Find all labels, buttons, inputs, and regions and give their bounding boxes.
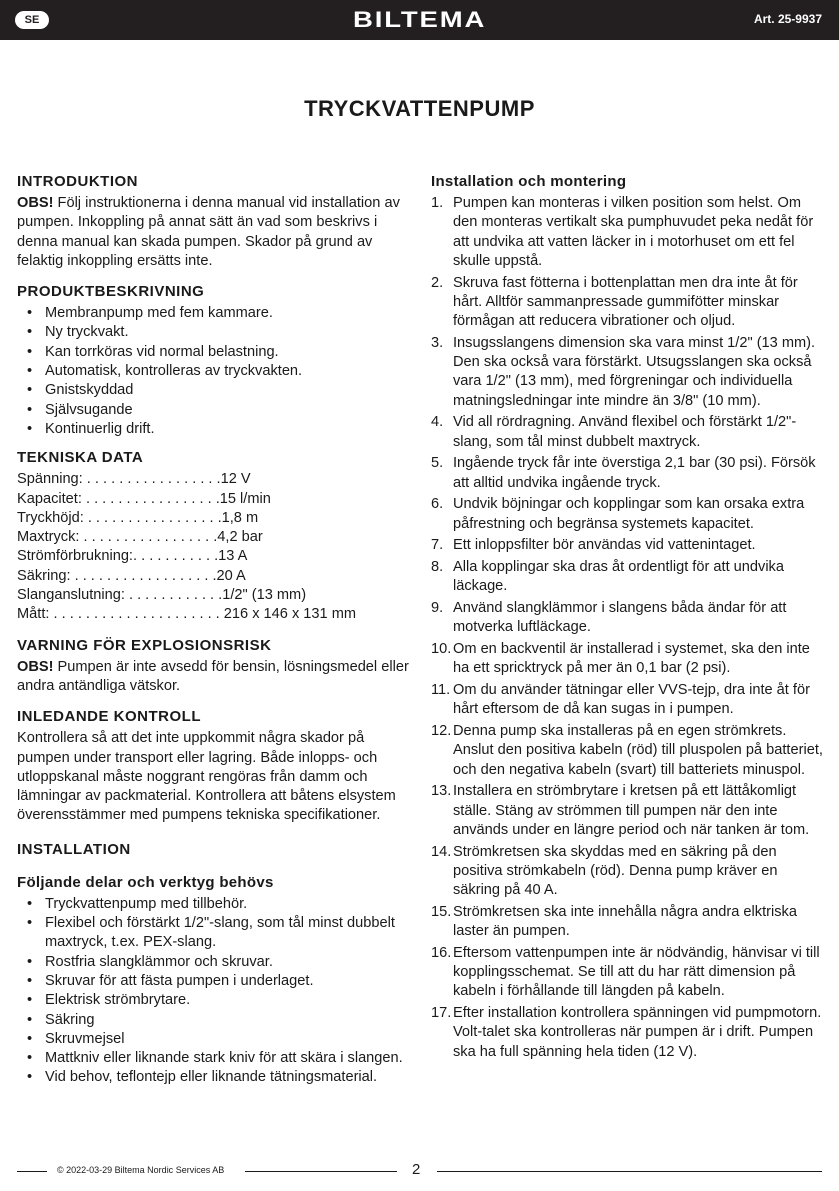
step-item <box>431 274 825 332</box>
footer-rule <box>17 1171 47 1172</box>
step-text: Strömkretsen ska inte innehålla några andra elktriska laster än pumpen. <box>453 903 797 940</box>
step-number: 16. <box>431 944 452 961</box>
step-text: Vid all rördragning. Använd flexibel och förstärkt 1/2"-slang, som tål minst dubbelt maxtryck. <box>453 414 797 450</box>
list-item <box>17 381 411 400</box>
list-item <box>17 1030 411 1049</box>
step-number: 15. <box>431 903 452 920</box>
spec-row: Mått: . . . . . . . . . . . . . . . . . . . . . 216 x 146 x 131 mm <box>17 606 357 623</box>
step-text: Om du använder tätningar eller VVS-tejp, dra inte åt för hårt eftersom de då kan sugas in i pumpen. <box>453 682 810 718</box>
footer-copyright: © 2022-03-29 Biltema Nordic Services AB <box>57 1165 225 1175</box>
obs-label: OBS! <box>17 195 54 211</box>
step-item <box>431 843 825 901</box>
warning-text: Pumpen är inte avsedd för bensin, lösningsmedel eller andra antändliga vätskor. <box>17 658 409 694</box>
step-text: Strömkretsen ska skyddas med en säkring på den positiva strömkabeln (röd). Denna pump kräver en säkring på 40 A. <box>453 843 778 899</box>
intro-paragraph <box>17 194 411 271</box>
obs-label: OBS! <box>17 658 54 675</box>
tech-heading: TEKNISKA DATA <box>17 449 144 467</box>
step-item <box>431 536 825 555</box>
page-header <box>0 0 839 40</box>
step-number: 1. <box>431 195 444 211</box>
list-item <box>17 914 411 953</box>
left-column <box>17 172 411 1097</box>
step-number: 12. <box>431 723 452 740</box>
step-item <box>431 599 825 638</box>
step-number: 5. <box>431 455 444 472</box>
step-text: Ett inloppsfilter bör användas vid vattenintaget. <box>453 537 756 554</box>
product-heading: PRODUKTBESKRIVNING <box>17 283 205 301</box>
bullet-icon: • <box>27 953 33 970</box>
list-item <box>17 420 411 439</box>
page-footer <box>17 1161 822 1180</box>
tech-data-list <box>17 470 411 624</box>
step-text: Efter installation kontrollera spänningen vid pumpmotorn. Volt-talet ska kontrolleras när pumpen är i drift. Pumpen ska ha full spänning hela tiden (12 V). <box>453 1005 822 1060</box>
list-item-text: Tryckvattenpump med tillbehör. <box>45 895 248 912</box>
bullet-icon: • <box>27 401 33 418</box>
list-item <box>17 323 411 342</box>
warning-heading: VARNING FÖR EXPLOSIONSRISK <box>17 636 272 654</box>
step-number: 6. <box>431 496 444 513</box>
list-item <box>17 343 411 362</box>
step-text: Installera en strömbrytare i kretsen på ett lättåkomligt ställe. Stäng av strömmen till pumpen när den inte används under en längre period och när tanken är tom. <box>453 783 810 838</box>
right-column <box>431 172 825 1064</box>
list-item <box>17 401 411 420</box>
step-item <box>431 495 825 534</box>
tools-list <box>17 895 411 1088</box>
bullet-icon: • <box>27 382 33 399</box>
spec-row: Maxtryck: . . . . . . . . . . . . . . . . .4,2 bar <box>17 529 263 546</box>
product-list <box>17 304 411 439</box>
step-number: 14. <box>431 843 452 860</box>
step-number: 3. <box>431 334 444 351</box>
step-text: Undvik böjningar och kopplingar som kan orsaka extra påfrestning och begränsa systemets kapacitet. <box>453 496 805 532</box>
spec-row: Slanganslutning: . . . . . . . . . . . .1/2" (13 mm) <box>17 587 307 604</box>
step-number: 13. <box>431 783 452 800</box>
page-number: 2 <box>412 1161 421 1178</box>
spec-row: Strömförbrukning:. . . . . . . . . . .13 A <box>17 548 248 565</box>
list-item-text: Automatisk, kontrolleras av tryckvakten. <box>45 363 303 380</box>
bullet-icon: • <box>27 343 33 360</box>
bullet-icon: • <box>27 420 33 437</box>
list-item-text: Elektrisk strömbrytare. <box>45 992 191 1009</box>
step-number: 2. <box>431 274 444 291</box>
bullet-icon: • <box>27 1011 33 1028</box>
step-text: Om en backventil är installerad i systemet, ska den inte ha ett spricktryck på mer än 0,1 bar (2 psi). <box>453 641 810 677</box>
check-paragraph: Kontrollera så att det inte uppkommit några skador på pumpen under transport eller lagring. Både inlopps- och utloppskanal måste noggrant rengöras från damm och lämningar av packmaterial. Kontrollera att båtens elsystem överensstämmer med pumpens tekniska specifikationer. <box>17 730 396 824</box>
bullet-icon: • <box>27 1030 33 1047</box>
step-text: Skruva fast fötterna i bottenplattan men dra inte åt för hårt. Alltför sammanpressade gummifötter minskar förmågan att reducera vibrationer och oljud. <box>453 274 798 330</box>
mounting-heading: Installation och montering <box>431 173 627 190</box>
step-item <box>431 413 825 452</box>
step-text: Insugsslangens dimension ska vara minst 1/2" (13 mm). Den ska också vara förstärkt. Utsugsslangen ska också vara 1/2" (13 mm), med förgreningar och individuella matningsledningar inte mindre än 3/8" (10 mm). <box>453 334 816 409</box>
bullet-icon: • <box>27 1069 33 1086</box>
document-title: TRYCKVATTENPUMP <box>304 96 535 121</box>
step-item <box>431 944 825 1002</box>
list-item <box>17 1068 411 1087</box>
list-item <box>17 972 411 991</box>
step-text: Denna pump ska installeras på en egen strömkrets. Anslut den positiva kabeln (röd) till pluspolen på batteriet, och den negativa kabeln (svart) till batteriets minuspol. <box>453 723 823 778</box>
article-number: Art. 25-9937 <box>753 12 822 26</box>
step-item <box>431 722 825 780</box>
step-number: 8. <box>431 559 444 576</box>
list-item-text: Kan torrköras vid normal belastning. <box>45 343 279 360</box>
step-item <box>431 782 825 840</box>
list-item-text: Flexibel och förstärkt 1/2"-slang, som tål minst dubbelt maxtryck, t.ex. PEX-slang. <box>45 915 395 951</box>
list-item-text: Skruvmejsel <box>45 1030 125 1047</box>
footer-rule <box>245 1171 397 1172</box>
list-item-text: Membranpump med fem kammare. <box>45 305 273 322</box>
list-item-text: Självsugande <box>45 401 133 418</box>
intro-text: Följ instruktionerna i denna manual vid installation av pumpen. Inkoppling på annat sätt än vad som beskrivs i denna manual kan skada pumpen. Skador på grund av felaktig inkoppling ersätts inte. <box>17 195 400 269</box>
step-number: 17. <box>431 1005 452 1022</box>
check-heading: INLEDANDE KONTROLL <box>17 708 201 726</box>
step-text: Använd slangklämmor i slangens båda ändar för att motverka luftläckage. <box>453 600 787 636</box>
list-item-text: Skruvar för att fästa pumpen i underlaget. <box>45 972 314 989</box>
mounting-steps <box>431 194 825 1062</box>
bullet-icon: • <box>27 1050 33 1067</box>
list-item-text: Ny tryckvakt. <box>45 324 129 341</box>
list-item <box>17 304 411 323</box>
tools-subheading: Följande delar och verktyg behövs <box>17 873 274 891</box>
spec-row: Kapacitet: . . . . . . . . . . . . . . . . .15 l/min <box>17 490 271 507</box>
list-item <box>17 362 411 381</box>
list-item <box>17 1049 411 1068</box>
language-badge: SE <box>15 11 49 29</box>
step-number: 9. <box>431 600 444 617</box>
step-item <box>431 1004 825 1062</box>
step-number: 7. <box>431 537 444 554</box>
step-number: 11. <box>431 682 451 699</box>
spec-row: Spänning: . . . . . . . . . . . . . . . . .12 V <box>17 471 251 488</box>
step-item <box>431 903 825 942</box>
list-item <box>17 895 411 914</box>
bullet-icon: • <box>27 895 33 912</box>
bullet-icon: • <box>27 324 33 341</box>
footer-rule <box>437 1171 822 1172</box>
bullet-icon: • <box>27 305 33 322</box>
list-item-text: Gnistskyddad <box>45 382 134 399</box>
list-item-text: Kontinuerlig drift. <box>45 420 155 437</box>
list-item <box>17 991 411 1010</box>
step-item <box>431 194 825 271</box>
list-item-text: Mattkniv eller liknande stark kniv för att skära i slangen. <box>45 1050 403 1067</box>
step-number: 10. <box>431 641 452 658</box>
step-item <box>431 454 825 493</box>
step-text: Alla kopplingar ska dras åt ordentligt för att undvika läckage. <box>453 559 784 595</box>
warning-paragraph <box>17 658 411 697</box>
spec-row: Säkring: . . . . . . . . . . . . . . . . . .20 A <box>17 567 246 584</box>
step-number: 4. <box>431 414 444 431</box>
bullet-icon: • <box>27 972 33 989</box>
bullet-icon: • <box>27 992 33 1009</box>
list-item <box>17 953 411 972</box>
step-item <box>431 640 825 679</box>
step-text: Ingående tryck får inte överstiga 2,1 bar (30 psi). Försök att alltid undvika ingående tryck. <box>453 455 816 491</box>
bullet-icon: • <box>27 363 33 380</box>
step-text: Eftersom vattenpumpen inte är nödvändig, hänvisar vi till kopplingsschemat. Se till att du har rätt dimension på kabeln i förhållande till längden på kabeln. <box>453 944 820 1000</box>
step-text: Pumpen kan monteras i vilken position som helst. Om den monteras vertikalt ska pumphuvudet peka nedåt för att undvika att vatten läcker in i motorhuset om ett fel skulle uppstå. <box>453 195 814 269</box>
step-item <box>431 334 825 411</box>
bullet-icon: • <box>27 915 33 932</box>
list-item <box>17 1011 411 1030</box>
installation-heading: INSTALLATION <box>17 840 131 858</box>
list-item-text: Vid behov, teflontejp eller liknande tätningsmaterial. <box>45 1069 378 1086</box>
list-item-text: Rostfria slangklämmor och skruvar. <box>45 953 273 970</box>
step-item <box>431 558 825 597</box>
spec-row: Tryckhöjd: . . . . . . . . . . . . . . . . .1,8 m <box>17 509 259 526</box>
list-item-text: Säkring <box>45 1011 95 1028</box>
brand-logo: BILTEMA <box>352 7 487 32</box>
step-item <box>431 681 825 720</box>
intro-heading: INTRODUKTION <box>17 173 138 190</box>
